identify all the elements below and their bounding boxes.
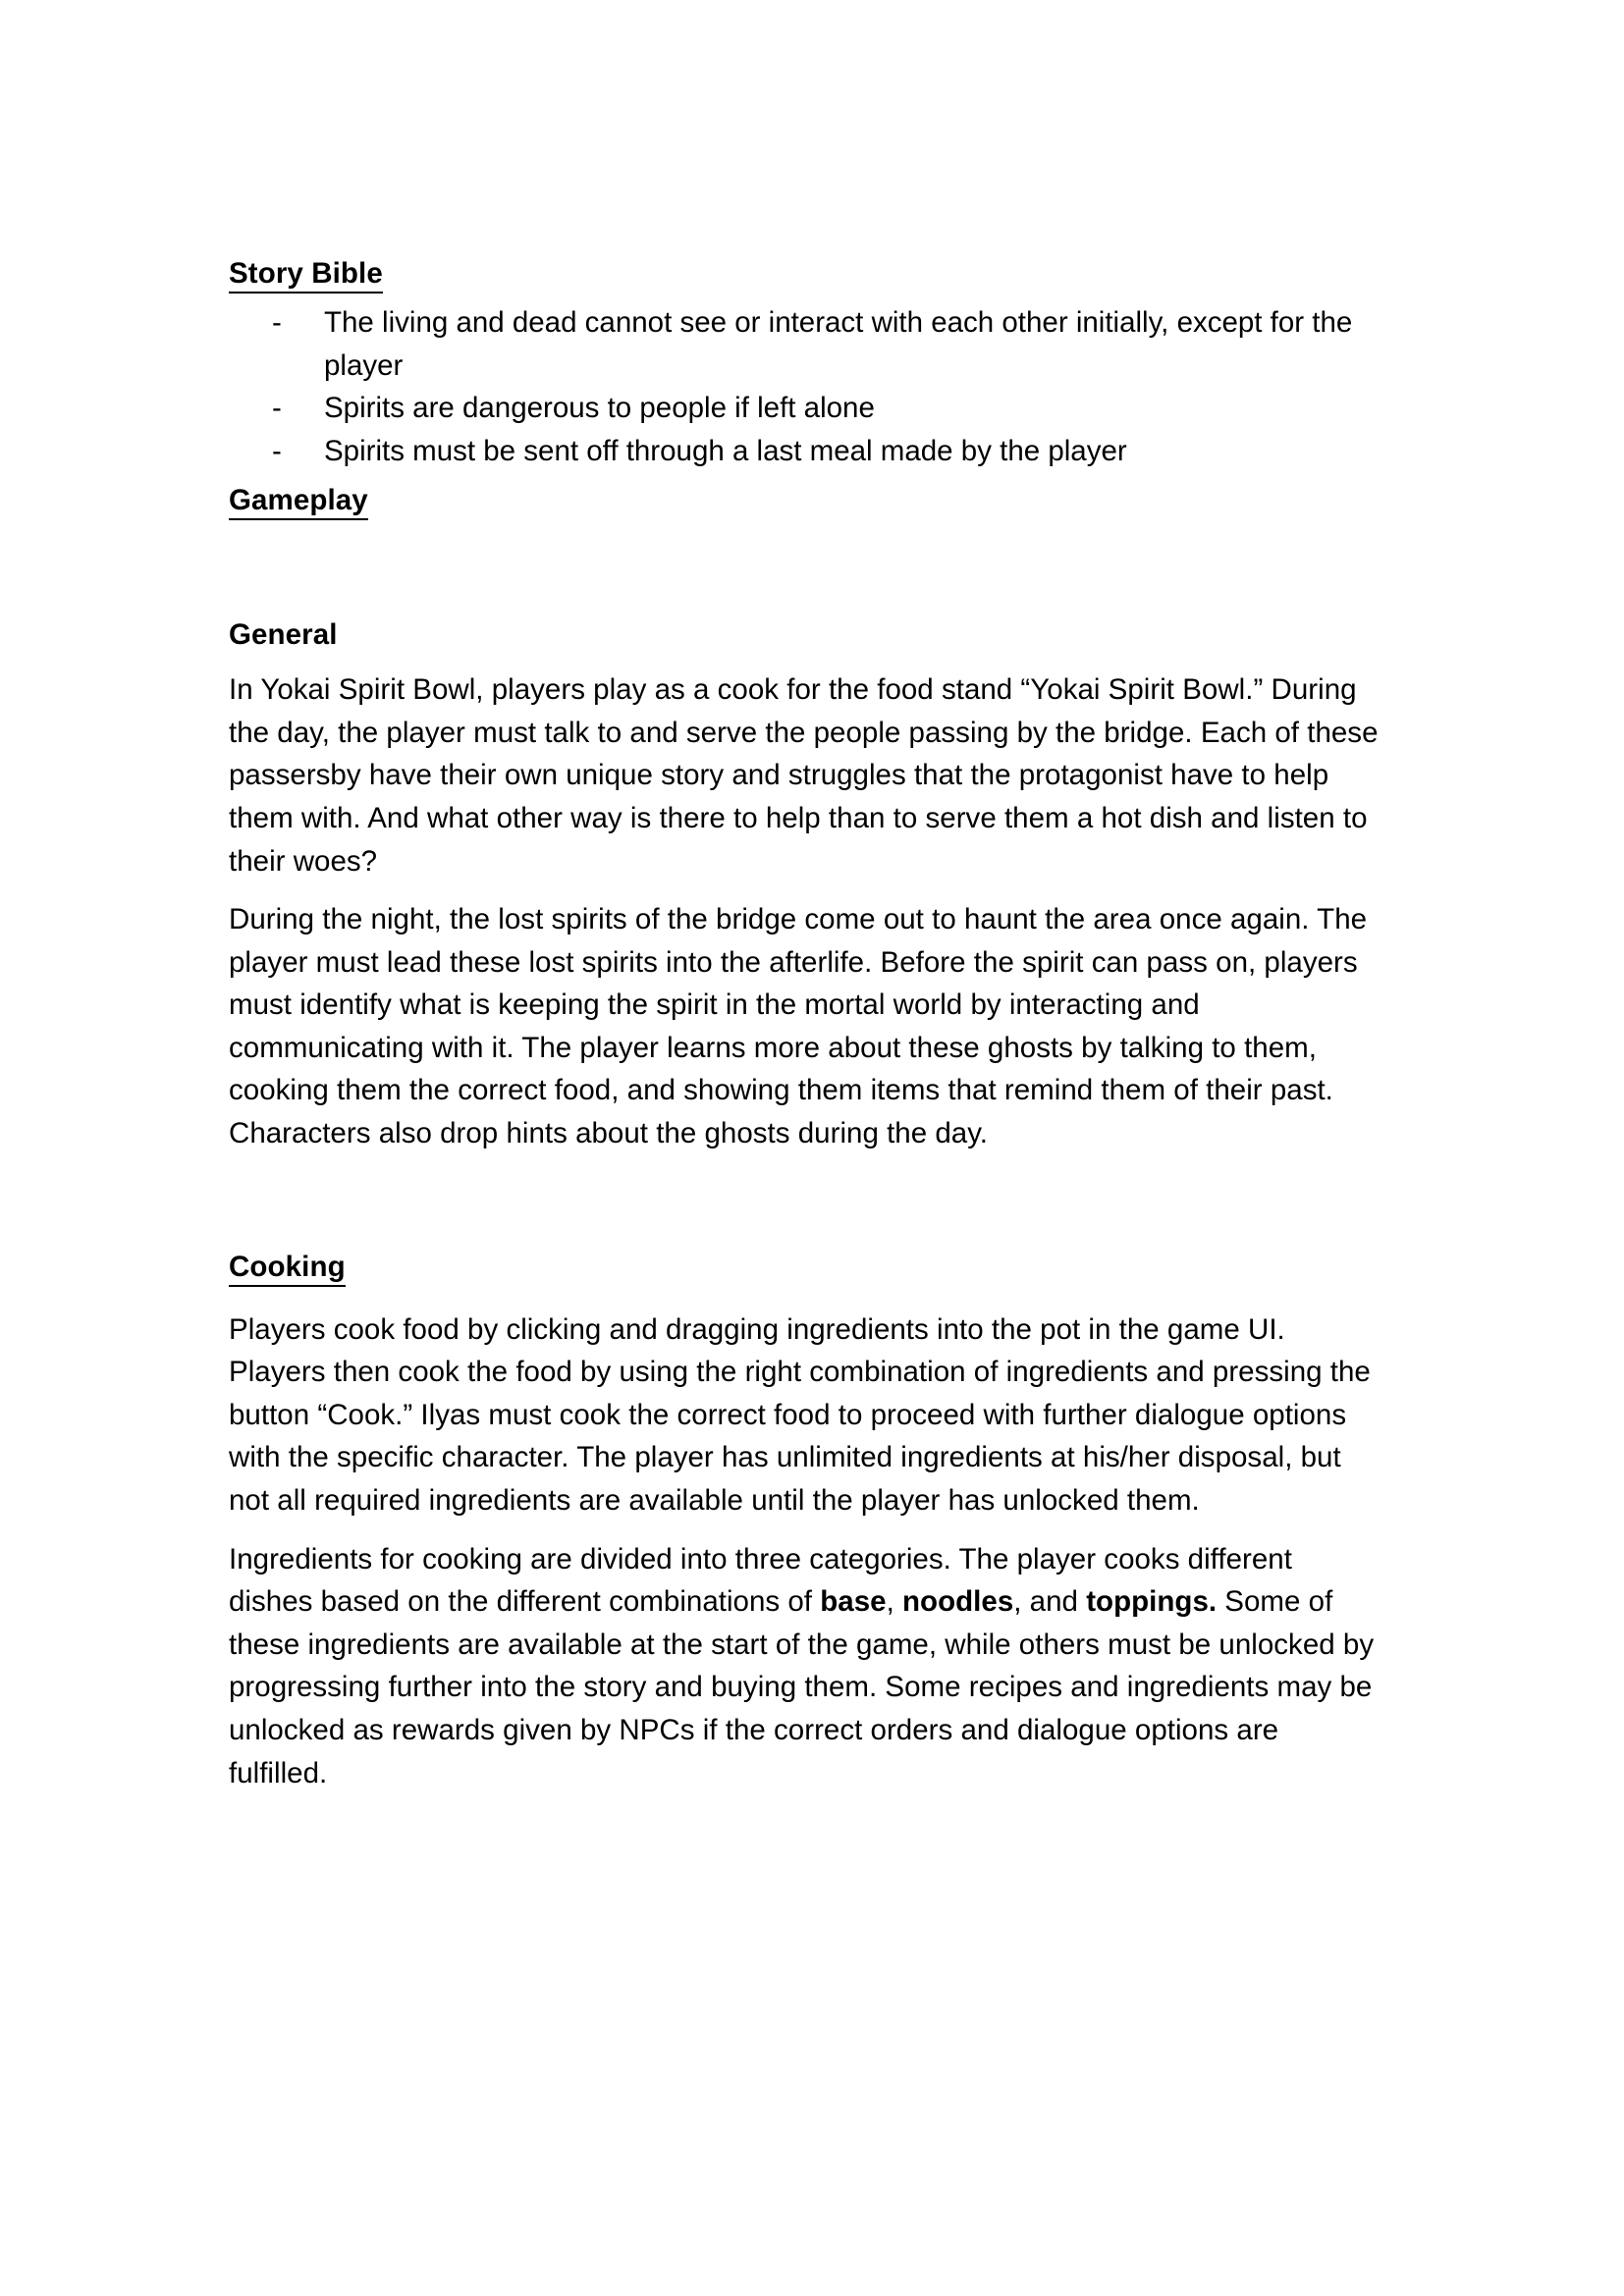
spacer — [229, 652, 1383, 668]
paragraph-general-night: During the night, the lost spirits of the bridge come out to haunt the area once again. The player must lead these lost spirits into the afterlife. Before the spirit can pass on, players must identify what is keeping the spirit in the mortal world by interacting and communicating with it. The player learns more about these ghosts by talking to them, cooking them the correct food, and showing them items that remind them of their past. Characters also drop hints about the ghosts during the day. — [229, 903, 1368, 1150]
list-item-text: The living and dead cannot see or interact with each other initially, except for the player — [324, 305, 1353, 382]
spacer — [229, 528, 1383, 618]
document-body — [229, 257, 1383, 1794]
bold-term-noodles: noodles — [902, 1585, 1014, 1619]
heading-cooking-text: Cooking — [229, 1251, 346, 1287]
paragraph-cooking-ingredients — [229, 1538, 1383, 1795]
bullet-dash-marker: - — [272, 305, 282, 339]
list-item-text: Spirits are dangerous to people if left alone — [324, 392, 875, 425]
heading-gameplay-text: Gameplay — [229, 484, 368, 520]
bold-term-base: base — [820, 1585, 887, 1619]
paragraph-cooking-mechanics: Players cook food by clicking and dragging ingredients into the pot in the game UI. Players then cook the food by using the right combination of ingredients and pressing the button “Cook.” Ilyas must cook the correct food to proceed with further dialogue options with the specific character. The player has unlimited ingredients at his/her disposal, but not all required ingredients are available until the player has unlocked them. — [229, 1312, 1371, 1517]
bullet-dash-marker: - — [272, 392, 282, 425]
paragraph-text-part: Ingredients for cooking are divided into three categories. The player cooks different dishes based on the different combinations of — [229, 1542, 1292, 1619]
heading-general-text: General — [229, 618, 338, 652]
spacer — [229, 1155, 1383, 1251]
spacer — [229, 472, 1383, 484]
heading-cooking — [229, 1251, 1383, 1287]
heading-story-bible — [229, 257, 1383, 294]
heading-story-bible-text: Story Bible — [229, 257, 383, 294]
heading-general — [229, 618, 1383, 652]
list-item — [229, 387, 1383, 430]
bold-term-toppings: toppings. — [1086, 1585, 1218, 1619]
spacer — [229, 1295, 1383, 1308]
heading-gameplay — [229, 484, 1383, 520]
story-bible-bullet-list — [229, 301, 1383, 472]
paragraph-text-part: , — [886, 1585, 903, 1619]
paragraph-text-part: Some of these ingredients are available at the start of the game, while others must be unlocked by progressing further into the story and buying them. Some recipes and ingredients may be unlocked as rewards given by NPCs if the correct orders and dialogue options are fulfilled. — [229, 1585, 1375, 1789]
list-item-text: Spirits must be sent off through a last meal made by the player — [324, 434, 1127, 467]
list-item — [229, 430, 1383, 473]
list-item — [229, 301, 1383, 387]
paragraph-text-part: , and — [1013, 1585, 1087, 1619]
bullet-dash-marker: - — [272, 434, 282, 467]
paragraph-general-day: In Yokai Spirit Bowl, players play as a cook for the food stand “Yokai Spirit Bowl.” During the day, the player must talk to and serve the people passing by the bridge. Each of these passersby have their own unique story and struggles that the protagonist have to help them with. And what other way is there to help than to serve them a hot dish and listen to their woes? — [229, 673, 1379, 878]
